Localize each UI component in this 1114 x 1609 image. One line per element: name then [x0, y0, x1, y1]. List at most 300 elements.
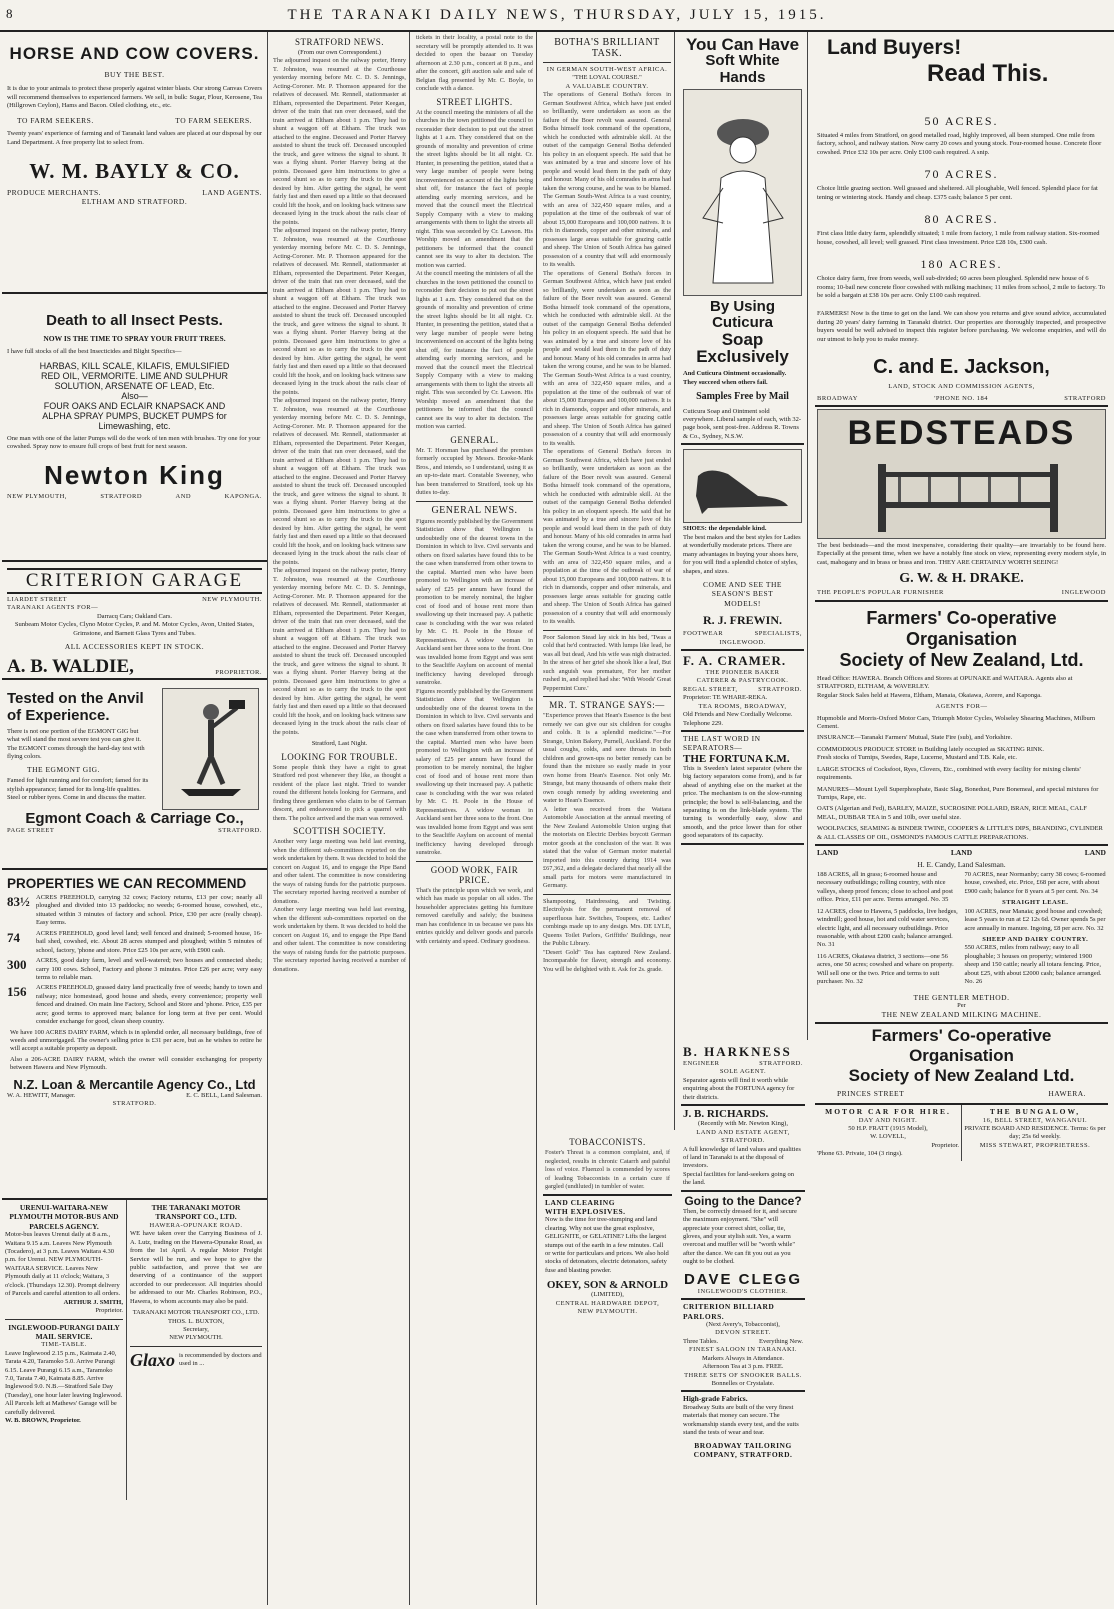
- ad-body2: Twenty years' experience of farming and of Taranaki land values are placed at our disposal by our Land Department. A free property list to select from.: [7, 130, 262, 146]
- firm-detail: STRATFORD.: [721, 1137, 765, 1145]
- listing-body: Choice dairy farm, free from weeds, well sub-divided; 60 acres been ploughed. Splendid new house of 6 rooms; 10-bail new concrete floor cowshed with milking machines; 11 miles from school, 2 mile to factory. To be sold a bargain at £38 10s per acre. Only £100 cash required.: [817, 275, 1106, 299]
- ad-text: And Cuticura Ointment occasionally.: [683, 370, 787, 378]
- ad-body: The best bedsteads—and the most inexpensive, considering their quality—are invariably to be found here. Especially at the present time, when we have a notably fine stock on view, representing every modern style, in cast, mahogany and in brass or brass and iron. THEY ARE CERTAINLY WORTH SEEING!: [817, 542, 1106, 566]
- blacksmith-anvil-illustration: [162, 688, 259, 810]
- ad-callout: COME AND SEE THE: [703, 579, 782, 589]
- ad-headline: LAND CLEARING: [545, 1197, 616, 1207]
- shoe-icon: [688, 456, 798, 516]
- column-news-general: [413, 32, 537, 1605]
- property-acres: 156: [7, 984, 27, 1000]
- listing-heading: STRAIGHT LEASE.: [1002, 899, 1069, 907]
- ad-urenui-bus: [2, 1200, 127, 1500]
- ad-cuticura: [681, 34, 804, 445]
- ad-body: It is due to your animals to protect these properly against winter blasts. Our strong Canvas Covers will recommend themselves to experienced farmers. We sell, in bulk: Sugar, Flour, Kerosene, Tea (Hillgrown Ceylon), Hams and Bacon. Oiled clothing, etc., etc.: [7, 85, 262, 110]
- article-body: tickets in their locality, a postal note to the secretary will be promptly attended to. It was decided to open the bazaar on Tuesday afternoon at 2.30 p.m., concert at 8 p.m., and after the concert, gift auction sale and sale of Belgian flag presented by Mr. C. Boyle, to conclude with a dance.: [416, 34, 533, 92]
- street: REGAL STREET,: [683, 685, 738, 693]
- milking-tagline: THE GENTLER METHOD.: [913, 992, 1010, 1002]
- ad-columns: [17, 116, 252, 125]
- listing-acres: 80 ACRES.: [924, 212, 999, 227]
- ad-body: This is Sweden's latest separator (where the big factory separators come from), and is far ahead of anything else on the market at the price. The mechanism is on the slow-running principle; the bowl is self-balancing, and the separating is on the link-blade system. The turning is wonderfully easy, slow and smooth, and the price lower than for other good separators of its capacity.: [683, 764, 802, 840]
- ad-headline: High-grade Fabrics.: [683, 1394, 748, 1404]
- ad-egmont-gig: [2, 680, 267, 870]
- ad-body: Then, be correctly dressed for it, and secure the maximum enjoyment. "She" will appreciate your correct shirt, collar, tie, gloves, and your stylish suit. Yes, a warm overcoat and muffler will be "worth while" after the dance. We can fit you out as you ought to be clothed.: [683, 1207, 797, 1266]
- firm-town: INGLEWOOD: [1061, 589, 1106, 597]
- ad-detail: W. LOVELL,: [870, 1133, 906, 1141]
- firm-town: INGLEWOOD.: [719, 638, 766, 646]
- town: KAPONGA.: [224, 492, 262, 500]
- ad-detail: 16, BELL STREET, WANGANUI.: [982, 1116, 1088, 1124]
- listing-acres: 50 ACRES.: [924, 114, 999, 128]
- firm-detail: LAND AND ESTATE AGENT,: [696, 1128, 790, 1136]
- ad-tagline: SHOES: the dependable kind.: [683, 525, 767, 533]
- article-body: At the council meeting the ministers of all the churches in the town petitioned the council to reconsider their decision to put out the street lights at 1 a.m. They considered that on the grounds of morality and prevention of crime the street lights should be lit all night. Cr. Hunter, in presenting the petition, stated that a very large number of people were being inconvenienced on account of the lights being shut off, for instance the fact of people attending early morning services, and he moved that the council meet the Electrical Supply Company with a view to making arrangements with them to light the streets all night. This was seconded by Cr. Lawson. His Worship moved an amendment that the petitioners be informed that the council cannot see its way to alter its decision. The motion was carried.: [416, 108, 533, 269]
- listing-body: First class little dairy farm, splendidly situated; 1 mile from factory, 1 mile from railway station. Six-roomed house, cowshed, all level; well grassed. First class investment. Price £28 10s, £300 cash.: [817, 230, 1100, 246]
- ad-detail: Proprietor.: [931, 1141, 959, 1149]
- article-body: "Desert Gold" Tea has captured New Zealand. Incomparable for flavor, strength and economy. You will be delighted with it. Ask for 2s. grade.: [543, 948, 671, 973]
- town: STRATFORD: [100, 492, 143, 500]
- article-heading: GOOD WORK, FAIR PRICE.: [430, 864, 519, 885]
- firm-detail: CATERER & PASTRYCOOK.: [696, 677, 789, 685]
- property-acres: 300: [7, 957, 27, 973]
- signature: TARANAKI MOTOR TRANSPORT CO., LTD.: [132, 1309, 260, 1317]
- firm-name: W. B. BROWN, Proprietor.: [5, 1417, 81, 1425]
- property-acres: 74: [7, 929, 20, 945]
- article-heading: MR. T. STRANGE SAYS:—: [549, 700, 665, 711]
- ad-land-buyers: [815, 34, 1108, 407]
- ad-motor-car-hire: [815, 1105, 962, 1161]
- listing: 550 ACRES, miles from railway; easy to all ploughable; 3 houses on property; wintered 1900 sheep and 150 cattle; nearly all totara fencing. Price, about £25, with about £2000 cash; balance arranged. No. 26: [964, 944, 1102, 986]
- town: HAWERA.: [1048, 1088, 1086, 1098]
- firm-name: Newton King: [44, 459, 225, 490]
- ad-richards: [681, 1106, 805, 1192]
- ad-cramer-baker: [681, 651, 804, 732]
- ad-body: A full knowledge of land values and qualities of land in Taranaki is at the disposal of investors.: [683, 1145, 801, 1170]
- article-heading: TOBACCONISTS.: [569, 1137, 646, 1147]
- article-body: Shampooing, Hairdressing, and Twisting. Electrolysis for the permanent removal of superfluous hair. Switches, Toupees, etc. Ladies' combings made up to any design. Mrs. DE LYLE, Queens Toilet Parlors, Griffiths' Buildings, near the Public Library.: [543, 897, 671, 948]
- article-body: Mr. T. Horsman has purchased the premises formerly occupied by Messrs. Brooke-Mank Bros., and intends, so I understand, using it as an up-to-date mart. Constable Sweeney, who has been transferred to Stratford, took up his duties to-day.: [416, 446, 533, 496]
- ad-insect-pests: [2, 294, 267, 562]
- ad-detail: DEVON STREET.: [715, 1329, 771, 1337]
- ad-body: There is not one portion of the EGMONT GIG but what will stand the most severe test you can give it. The EGMONT comes through the hard-day test with flying colors.: [7, 728, 145, 761]
- article-body: Figures recently published by the Government Statistician show that Wellington is undoubtedly one of the dearest towns in the Dominion in which to live. Civil servants and others on fixed salaries have found this to be the case when transferred from other towns to the capital. Married men who have been promoted to Wellington with an increase of salary of £25 per annum have found the promotion to be merely nominal, the higher cost of food and of house rent more than swallowing up their increased pay. A pathetic case is concluding with the war was related by Mr. C. H. Poole in the House of Representatives. A widow woman in Auckland sent her three sons to the front. One was invalided home from Egypt and was sent to the Seacliffe Asylum on account of mental inefficiency having developed through sunstroke.: [416, 517, 533, 686]
- product-line: HARBAS, KILL SCALE, KILAFIS, EMULSIFIED: [39, 360, 230, 371]
- article-body: Poor Salomon Stead lay sick in his bed, 'Twas a cold that he'd contracted. With lumps like lead, he was all but dead, And his wife was nigh distracted. In the stress of her grief she shook like a leaf, But such anguish was premature, For her mother rushed in, and replied had she: 'With Woods' Great Peppermint Cure.': [543, 633, 671, 692]
- ad-detail: 'Phone 63. Private, 104 (3 rings).: [817, 1150, 903, 1158]
- ad-product-list: [7, 361, 262, 431]
- ad-detail: Hupmobile and Morris-Oxford Motor Cars, Triumph Motor Cycles, Wolseley Shearing Machines, Milburn Cement.: [817, 714, 1096, 730]
- ad-body: The best makes and the best styles for Ladies at wonderfully moderate prices. There are many advantages in buying your shoes here, for you will find a splendid choice of styles, shapes, and sizes.: [683, 533, 801, 575]
- ad-body: WE have taken over the Carrying Business of J. A. Lutz, trading on the Hawera-Opunake Road, as from the 1st April. A regular Motor Freight Service will be run, and we hope to give the public satisfaction, and prove that we are deserving of a continuance of the support accorded to our predecessor. All inquiries should be addressed to our Mr. Charles Robinson, P.O., Hawera, to whom accounts may also be paid.: [130, 1230, 262, 1305]
- ad-detail: Fresh stocks of Turnips, Swedes, Rape, Lucerne, Mustard and T.B. Kale, etc.: [817, 754, 1017, 762]
- agents-line: Darracq Cars; Oakland Cars.: [96, 612, 173, 620]
- ad-glaxo: [130, 1350, 262, 1371]
- listing: 12 ACRES, close to Hawera, 5 paddocks, live hedges, windmill; good house, hot and cold water services, electric light, and all necessary outbuildings. Price reasonable, with about £200 cash; balance arranged. No. 31: [817, 907, 958, 949]
- ad-headline: SEPARATORS—: [683, 743, 743, 753]
- signature: THOS. L. BUXTON,: [167, 1317, 225, 1325]
- proprietor-label: Proprietor.: [95, 1307, 123, 1315]
- ad-text: They succeed when others fail.: [683, 378, 768, 386]
- article-subheading: (From our own Correspondent.): [297, 49, 382, 56]
- town: STRATFORD.: [758, 685, 802, 693]
- ad-body: Broadway Suits are built of the very finest materials that money can secure. The workmanship stands every test, and the suits stand the tests of wear and tear.: [683, 1403, 799, 1437]
- property-listing: [7, 930, 262, 955]
- ad-detail: Regular Stock Sales held at Hawera, Eltham, Manaia, Okaiawa, Aorere, and Kaponga.: [817, 691, 1042, 699]
- firm-detail: SPECIALISTS,: [754, 630, 802, 638]
- ad-farmers-cooperative: [815, 602, 1108, 846]
- article-subheading: IN GERMAN SOUTH-WEST AFRICA.: [546, 66, 668, 73]
- column-advertisements-right: [811, 32, 1112, 1605]
- ad-tobacconists: [543, 1132, 672, 1196]
- ad-body2: Famed for light running and for comfort; famed for its stylish appearance; famed for its long-life qualities. Steel or rubber tyres. Come in and discuss the matter.: [7, 777, 149, 801]
- listing-column-right: [965, 871, 1107, 987]
- column-news-lower-ads: [540, 1130, 675, 1605]
- column-news-stratford: [270, 32, 410, 1605]
- street: LIARDET STREET: [7, 596, 68, 603]
- firm-detail: TEA ROOMS, BROADWAY,: [698, 702, 787, 710]
- anvil-icon: [171, 694, 251, 804]
- firm-name: Egmont Coach & Carriage Co.,: [25, 810, 244, 828]
- town: NEW PLYMOUTH,: [7, 492, 67, 500]
- firm-detail: Proprietor: TE WHARE-REKA.: [683, 694, 768, 702]
- ad-detail: COMMODIOUS PRODUCE STORE in Building lately occupied as SKATING RINK.: [817, 745, 1045, 753]
- product-line: RED OIL, VERMORITE. LIME AND SULPHUR: [40, 370, 229, 381]
- accessories: ALL ACCESSORIES KEPT IN STOCK.: [64, 642, 205, 652]
- product-line: Also—: [121, 390, 148, 401]
- firm-name: F. A. CRAMER.: [683, 652, 787, 668]
- firm-detail: ENGINEER: [683, 1060, 720, 1067]
- firm-detail: NEW PLYMOUTH.: [577, 1308, 638, 1316]
- product-line: ALPHA SPRAY PUMPS, BUCKET PUMPS for: [42, 410, 227, 421]
- ad-detail: FINEST SALOON IN TARANAKI.: [689, 1346, 797, 1354]
- bottom-ads-right: [815, 1105, 1108, 1161]
- property-listing: [7, 984, 262, 1026]
- article-heading: BOTHA'S BRILLIANT TASK.: [554, 37, 660, 59]
- firm-detail: PRODUCE MERCHANTS.: [7, 187, 102, 197]
- ad-headline: LAND: [817, 848, 839, 858]
- ad-harkness: [681, 1042, 805, 1106]
- firm-detail: Old Friends and New Cordially Welcome.: [683, 711, 793, 719]
- listing-column-left: [817, 871, 959, 987]
- article-body: The operations of General Botha's forces in German Southwest Africa, which have just ended so brilliantly, were undertaken as soon as the failure of the Boer revolt was assured. General Botha himself took command of the operations, which he conducted with admirable skill. At the outset of the campaign General Botha defended his policy in an eloquent speech. He said that he was animated by a true and sincere love of his people and would lead them in the path of duty and honour. Many of his old comrades in arms had taken the wrong course, and he was to be blamed. The German South-West Africa is a vast country, with an area of 322,450 square miles, and a population at the time of the outbreak of war of about 15,000 Europeans and 100,000 natives. It is rich in diamonds, copper and other minerals, and possesses large areas suitable for grazing cattle and sheep. The Union of South Africa has gained possession of a country that will add enormously to its wealth.: [543, 269, 672, 447]
- ad-headline: LAND: [1084, 848, 1106, 858]
- listing-body: Choice little grazing section. Well grassed and sheltered. All ploughable, Well fenced. Splendid place for fat tening or wintering stock. Handy and cheap. £375 cash; balance 5 per cent.: [817, 185, 1098, 201]
- ad-title: Tested on the Anvil: [7, 690, 144, 707]
- firm-name: N.Z. Loan & Mercantile Agency Co., Ltd: [13, 1076, 256, 1092]
- ad-headline: Soap Exclusively: [696, 329, 789, 367]
- farmers-note: FARMERS! Now is the time to get on the land. We can show you returns and give sound advice, accumulated during 20 years' dairy farming in Taranaki district. Our properties are thoroughly inspected, and prospective buyers would be well advised to inspect this register before purchasing. We welcome enquiries, and will do our utmost to help you to make money.: [817, 310, 1106, 343]
- firm-name: OKEY, SON & ARNOLD: [546, 1279, 669, 1292]
- town: NEW PLYMOUTH.: [202, 596, 262, 603]
- ad-dance-clegg: [681, 1192, 805, 1301]
- ad-line: NOW IS THE TIME TO SPRAY YOUR FRUIT TREES.: [43, 334, 226, 343]
- property-acres: 83½: [7, 894, 30, 909]
- ad-detail: WOOLPACKS, SEAMING & BINDER TWINE, COOPER'S & LITTLE'S DIPS, BRANDING, CYLINDER & ALL CLASSES OF OIL, OSMOND'S FAMOUS CATTLE PREPARATIONS.: [817, 825, 1103, 841]
- woman-illustration: [683, 89, 802, 296]
- listing: 188 ACRES, all in grass; 6-roomed house and necessary outbuildings; rolling country, with nice valleys, sheep proof fences; close to school and post office. Price, £11 per acre. Terms arranged. No. 35: [817, 870, 953, 904]
- bed-icon: [868, 454, 1068, 534]
- firm-detail: (Recently with Mr. Newton King),: [698, 1120, 788, 1128]
- ad-criterion-garage: [2, 562, 267, 680]
- address: [7, 596, 262, 604]
- ad-candy-land: [815, 846, 1108, 1024]
- ad-body: Separator agents will find it worth while enquiring about the FORTUNA agency for their districts.: [683, 1076, 795, 1101]
- firm-detail: STRATFORD.: [759, 1060, 803, 1067]
- ad-detail: Bonnelles or Crystalate.: [711, 1380, 775, 1387]
- article-body: Another very large meeting was held last evening, when the different sub-committees reported on the work undertaken by them. It was decided to hold the concert on August 16, and to engage the Pipe Band and other talent. The committee is now considering the ways of raising funds for the patriotic purposes. The secretary reported having received a number of donations.: [273, 838, 406, 905]
- ad-detail: Markers Always in Attendance.: [702, 1354, 784, 1362]
- firm-name: W. M. BAYLY & CO.: [29, 158, 240, 183]
- firm-town: STRATFORD.: [112, 1100, 157, 1108]
- ad-detail: (Next Avery's, Tobacconist),: [706, 1320, 780, 1328]
- article-body: A letter was received from the Waitara Automobile Association at the annual meeting of the New Zealand Automobile Union urging that the motorists on Electric Derbies boycott German motor goods at the conclusion of the war. It was stated that the value of German motor material imported into this country during 1914 was £67,362, and a delegate declared that nearly all the small parts for motors were manufactured in Germany.: [543, 805, 671, 890]
- product-name: THE EGMONT GIG.: [27, 764, 100, 774]
- article-body: The adjourned inquest on the railway porter, Henry T. Johnston, was resumed at the Courthouse yesterday morning before Mr. C. D. S. Jennings, Acting-Coroner. Mr. P. Thomson appeared for the relatives of deceased. Mr. Rennell, stationmaster at Eltham, represented the Department. Peter Keegan, driver of the train that ran over deceased, said the train arrived at Eltham about 1 p.m. They had to shunt a waggon off at Eltham. The truck was attached to the engine. Deceased and Porter Harvey assisted to shunt the truck off. Deceased uncoupled the truck, and gave witness the signal to shunt. It was a flying shunt. Porter Harvey being at the points. Deceased gave him instructions to give a second shunt so as to carry the truck to the spot desired by him. After getting the signal, he went fairly fast and then eased up a little so that deceased could lift the hook, and on looking back witness saw deceased lying in the truck about the rails clear of the points.: [273, 567, 406, 736]
- firm-detail: SOLE AGENT.: [719, 1068, 767, 1076]
- column-advertisements-left: [2, 32, 268, 1605]
- milking-tagline: THE NEW ZEALAND MILKING MACHINE.: [881, 1010, 1042, 1020]
- ad-headline: Society of New Zealand Ltd.: [848, 1065, 1075, 1085]
- page-number: 8: [6, 6, 16, 21]
- article-body: The adjourned inquest on the railway porter, Henry T. Johnston, was resumed at the Courthouse yesterday morning before Mr. C. D. S. Jennings, Acting-Coroner. Mr. P. Thomson appeared for the relatives of deceased. Mr. Rennell, stationmaster at Eltham, represented the Department. Peter Keegan, driver of the train that ran over deceased, said the train arrived at Eltham about 1 p.m. They had to shunt a waggon off at Eltham. The truck was attached to the engine. Deceased and Porter Harvey assisted to shunt the truck off. Deceased uncoupled the truck, and gave witness the signal to shunt. It was a flying shunt. Porter Harvey being at the points. Deceased gave him instructions to give a second shunt so as to carry the truck to the spot desired by him. After getting the signal, he went fairly fast and then eased up a little so that deceased could lift the hook, and on looking back witness saw deceased lying in the truck about the rails clear of the points.: [273, 397, 406, 566]
- ad-bungalow: [962, 1105, 1108, 1161]
- column-advertisements-middle-lower: [678, 1040, 808, 1605]
- property-listing: [7, 1056, 262, 1073]
- ad-title-line2: of Experience.: [7, 707, 110, 724]
- firm-contact: [817, 395, 1106, 403]
- firm-detail: (LIMITED),: [591, 1291, 624, 1299]
- glaxo-logo: Glaxo: [130, 1349, 175, 1370]
- manager: W. A. HEWITT, Manager.: [7, 1091, 76, 1099]
- product-line: FOUR OAKS AND ECLAIR KNAPSACK AND: [43, 400, 226, 411]
- ad-headline: Going to the Dance?: [684, 1193, 802, 1208]
- firm-detail: [683, 630, 802, 638]
- article-heading: SCOTTISH SOCIETY.: [293, 826, 386, 837]
- firm-staff: [7, 1092, 262, 1100]
- firm-name: J. B. RICHARDS.: [683, 1108, 769, 1121]
- town: STRATFORD.: [218, 827, 262, 835]
- signature: NEW PLYMOUTH.: [169, 1334, 223, 1342]
- firm-detail: LAND AGENTS.: [202, 187, 262, 197]
- article-heading: LOOKING FOR TROUBLE.: [281, 751, 398, 762]
- article-body: "Experience proves that Hean's Essence is the best remedy we can give our six children for coughs and colds. It is a splendid medicine."—For Strange, Union Bakery, Purnell, Auckland. For the usual coughs, colds, and sore throats in both children and grown-ups no better remedy can be found than the mixture so easily made in your own home from Hean's Essence. Not only Mr. Strange, but many thousands of others make their own cough remedy by adding sweetening and water to Hean's Essence.: [543, 712, 671, 805]
- firm-detail: [683, 1060, 803, 1068]
- listing-acres: 180 ACRES.: [920, 257, 1003, 272]
- article-body: That's the principle upon which we work, and which has made us popular on all sides. The householder appreciates getting his furniture removed carefully and safely; the business man has confidence in us because we pass his entries quickly and deliver goods and parcels with certainty and speed. Ordinary goodness.: [416, 886, 533, 945]
- ad-title: URENUI-WAITARA-NEW PLYMOUTH MOTOR-BUS AND PARCELS AGENCY.: [9, 1203, 119, 1231]
- ad-headline: CRITERION BILLIARD PARLORS.: [683, 1302, 775, 1321]
- property-listing: [7, 894, 262, 928]
- firm-name: COMPANY, STRATFORD.: [693, 1449, 793, 1459]
- listing-acres: 70 ACRES.: [924, 167, 999, 182]
- firm-name: C. and E. Jackson,: [873, 356, 1050, 379]
- salesman: H. E. Candy, Land Salesman.: [917, 859, 1006, 869]
- ad-headline-row: [817, 848, 1106, 857]
- property-listing: [7, 957, 262, 982]
- ad-text: Cuticura Soap and Ointment sold everywhere. Liberal sample of each, with 32-page book, sent post-free. Address R. Towns & Co., Sydney, N.S.W.: [683, 407, 802, 440]
- firm-name: R. J. FREWIN.: [702, 613, 782, 628]
- ad-headline: LAND: [950, 848, 973, 858]
- ad-headline: Read This.: [927, 60, 1049, 87]
- ad-title: CRITERION GARAGE: [7, 568, 262, 594]
- ad-frewin-shoes: [681, 445, 804, 651]
- ad-headline: BEDSTEADS: [847, 414, 1076, 452]
- listing: 100 ACRES, near Manaia; good house and cowshed; lease 5 years to run at £2 12s 6d. Owner spends 5s per acre annually in manure. Ingoing, £8 per acre. No. 32: [964, 907, 1106, 932]
- firm-name: B. HARKNESS: [683, 1044, 792, 1059]
- article-body: The adjourned inquest on the railway porter, Henry T. Johnston, was resumed at the Courthouse yesterday morning before Mr. C. D. S. Jennings, Acting-Coroner. Mr. P. Thomson appeared for the relatives of deceased. Mr. Rennell, stationmaster at Eltham, represented the Department. Peter Keegan, driver of the train that ran over deceased, said the train arrived at Eltham about 1 p.m. They had to shunt a waggon off at Eltham. The truck was attached to the engine. Deceased and Porter Harvey assisted to shunt the truck off. Deceased uncoupled the truck, and gave witness the signal to shunt. It was a flying shunt. Porter Harvey being at the points. Deceased gave him instructions to give a second shunt so as to carry the truck to the spot desired by him. After getting the signal, he went fairly fast and then eased up a little so that deceased could lift the hook, and on looking back witness saw deceased lying in the truck about the rails clear of the points.: [273, 57, 406, 226]
- woman-figure-icon: [693, 98, 793, 288]
- timetable: Leave Inglewood 2.15 p.m., Kaimata 2.40, Tarata 4.20, Taramoko 5.0. Arrive Purangi 6.15. Leave Purangi 6.15 a.m., Taramoko 7.0, Tarata 7.40, Kaimata 8.85. Arrive Inglewood 9.0. N.B.—Stratford Sale Day (Tuesday), one hour later leaving Inglewood. All Parcels left at Mathews' Garage will be carefully delivered.: [5, 1349, 123, 1416]
- ad-note: One man with one of the latter Pumps will do the work of ten men with brushes. Try one for your cowshed. Spray now to ensure full crops of best fruit for next season.: [7, 434, 261, 451]
- property-description: ACRES FREEHOLD, carrying 32 cows; Factory returns, £13 per cow; nearly all ploughed and divided into 13 paddocks; no weeds; 6-roomed house, cowshed, etc., situated within 3 minutes of factory and school. Price, £30 per acre (really cheap). Easy terms.: [36, 894, 262, 927]
- firm-location: ELTHAM AND STRATFORD.: [81, 197, 188, 207]
- milking-tagline: Per: [957, 1002, 966, 1009]
- newspaper-title: THE TARANAKI DAILY NEWS, THURSDAY, JULY 15, 1915.: [287, 6, 827, 23]
- ad-headline: Soft White Hands: [705, 52, 780, 86]
- street: BROADWAY: [817, 394, 858, 402]
- firm-detail: INGLEWOOD'S CLOTHIER.: [697, 1287, 789, 1295]
- listing: 70 ACRES, near Normanby; carry 38 cows; 6-roomed house, cowshed, etc. Price, £68 per acre, with about £900 cash; balance for 8 years at 5 per cent. No. 34: [964, 870, 1106, 895]
- property-description: ACRES FREEHOLD, grassed dairy land practically free of weeds; handy to town and railway; nice homestead, good house and sheds, every convenience; property well fenced and drained. On main line Factory, School and Store and 'phone. Price, £35 per acre; good terms to approved man; balance for long term at five per cent. Would consider exchange for good, clean sheep country.: [36, 984, 262, 1026]
- phone: 'PHONE NO. 184: [934, 394, 989, 402]
- ad-detail: [683, 1338, 803, 1346]
- article-body: Another very large meeting was held last evening, when the different sub-committees reported on the work undertaken by them. It was decided to hold the concert on August 16, and to engage the Pipe Band and other talent. The committee is now considering the ways of raising funds for the patriotic purposes. The secretary reported having received a number of donations.: [273, 906, 406, 973]
- article-subheading: A VALUABLE COUNTRY.: [565, 82, 649, 90]
- ad-offer: Samples Free by Mail: [696, 391, 789, 403]
- property-list: [7, 894, 262, 1073]
- ad-farmers-cooperative-2: [815, 1024, 1108, 1105]
- ad-body: Special facilities for land-seekers going on the land.: [683, 1170, 795, 1187]
- agents-line: Sunbeam Motor Cycles, Clyno Motor Cycles, P. and M. Motor Cycles, Avon, United States, Grimstone, and Barnett Glass Tyres and Tubes.: [14, 621, 255, 637]
- firm-address: [7, 827, 262, 835]
- firm-detail: [817, 589, 1106, 597]
- ad-title: PROPERTIES WE CAN RECOMMEND: [7, 876, 247, 891]
- article-body: The operations of General Botha's forces in German Southwest Africa, which have just ended so brilliantly, were undertaken as soon as the failure of the Boer revolt was assured. General Botha himself took command of the operations, which he conducted with admirable skill. At the outset of the campaign General Botha defended his policy in an eloquent speech. He said that he was animated by a true and sincere love of his people and would lead them in the path of duty and honour. Many of his old comrades in arms had taken the wrong course, and he was to be blamed. The German South-West Africa is a vast country, with an area of 322,450 square miles, and a population at the time of the outbreak of war of about 15,000 Europeans and 100,000 natives. It is rich in diamonds, copper and other minerals, and possesses large areas suitable for grazing cattle and sheep. The Union of South Africa has gained possession of a country that will add enormously to its wealth.: [543, 448, 672, 626]
- ad-taranaki-motor-transport: [127, 1200, 265, 1500]
- glaxo-text: is recommended by doctors and used in ...: [179, 1351, 262, 1368]
- listing-heading: SHEEP AND DAIRY COUNTRY.: [982, 936, 1089, 943]
- timetable-label: TIME-TABLE.: [41, 1341, 87, 1349]
- ad-land-clearing: [543, 1196, 672, 1319]
- ad-detail: 50 H.P. FRATT (1915 Model),: [848, 1125, 928, 1132]
- listing: 116 ACRES, Okaiawa district, 3 sections—one 56 acres, one 50 acres; cowshed and whare on property. Will sell one or the two. Price and terms to suit purchaser. No. 32: [817, 952, 954, 986]
- article-body: The adjourned inquest on the railway porter, Henry T. Johnston, was resumed at the Courthouse yesterday morning before Mr. C. D. S. Jennings, Acting-Coroner. Mr. P. Thomson appeared for the relatives of deceased. Mr. Rennell, stationmaster at Eltham, represented the Department. Peter Keegan, driver of the train that ran over deceased, said the train arrived at Eltham about 1 p.m. They had to shunt a waggon off at Eltham. The truck was attached to the engine. Deceased and Porter Harvey assisted to shunt the truck off. Deceased uncoupled the truck, and gave witness the signal to shunt. It was a flying shunt. Porter Harvey being at the points. Deceased gave him instructions to give a second shunt so as to carry the truck to the spot desired by him. After getting the signal, he went fairly fast and then eased up a little so that deceased could lift the hook, and on looking back witness saw deceased lying in the truck about the rails clear of the points.: [273, 227, 406, 396]
- shoe-illustration: [683, 449, 802, 523]
- ad-properties-recommend: [2, 870, 267, 1200]
- article-heading: GENERAL NEWS.: [431, 504, 518, 516]
- ad-broadway-tailoring: [681, 1392, 805, 1461]
- ad-detail: MANURES—Mount Lyell Superphosphate, Basic Slag, Bonedust, Pure Bonemeal, and special mixtures for Turnips, Rape, etc.: [817, 785, 1099, 801]
- ad-right-heading: TO FARM SEEKERS.: [175, 115, 252, 125]
- ad-detail: DAY AND NIGHT.: [858, 1116, 918, 1124]
- town: STRATFORD: [1064, 394, 1106, 402]
- ad-headline: By Using Cuticura: [709, 298, 775, 331]
- ad-detail: Three Tables.: [683, 1337, 719, 1345]
- ad-title: THE TARANAKI MOTOR TRANSPORT CO., LTD.: [151, 1203, 241, 1222]
- bedstead-illustration: [817, 409, 1106, 539]
- firm-detail: CENTRAL HARDWARE DEPOT,: [555, 1299, 660, 1307]
- property-description: ACRES, good dairy farm, level and well-watered; two houses and connected sheds; carry 100 cows. School, Factory and phone 3 minutes. Price £26 per acre; very easy terms to reliable man.: [36, 957, 262, 981]
- property-description: ACRES FREEHOLD, good level land; well fenced and drained; 5-roomed house, 16-bail shed, cowshed, etc. About 28 acres stumped and ploughed; within 5 minutes of school, factory, 'phone and store. Price £25 10s per acre, with £900 cash.: [36, 929, 262, 954]
- firm-detail: THE PEOPLE'S POPULAR FURNISHER: [817, 589, 944, 597]
- firm-name: A. B. WALDIE,: [7, 655, 134, 677]
- listing-body: Situated 4 miles from Stratford, on good metalled road, highly improved, all been stumped. One mile from factory, school, and railway station. Now carry 20 cows and young stock. Four-roomed house. Concrete floor cowshed. Price £32 10s per acre. Only £100 cash required. A snip.: [817, 132, 1102, 156]
- firm-name: BROADWAY TAILORING: [694, 1440, 792, 1450]
- product-name: THE FORTUNA K.M.: [683, 752, 790, 765]
- ad-headline: THE LAST WORD IN: [683, 734, 761, 743]
- ad-body: Motor-bus leaves Urenui daily at 8 a.m., Waitara 9.15 a.m. Leaves New Plymouth (Tocadero), at 3 p.m. Leaves Waitara 4.30 p.m. for Urenui. NEW PLYMOUTH-WAITARA SERVICE. Leaves New Plymouth daily at 11 o'clock; Waitara, 3 o'clock. (Thursdays 12.30). Prompt delivery of Parcels and careful attention to all orders.: [5, 1231, 121, 1298]
- signature: Secretary,: [183, 1326, 209, 1333]
- ad-subtitle: BUY THE BEST.: [104, 70, 165, 79]
- ad-line: I have full stocks of all the best Insecticides and Blight Specifics—: [7, 348, 182, 356]
- firm-detail: THE PIONEER BAKER: [705, 668, 780, 676]
- proprietor-line: [7, 656, 262, 678]
- ad-callout: SEASON'S BEST: [711, 589, 774, 599]
- article-heading: STREET LIGHTS.: [436, 96, 513, 107]
- article-body: Figures recently published by the Government Statistician show that Wellington is undoubtedly one of the dearest towns in the Dominion in which to live. Civil servants and others on fixed salaries have found this to be the case when transferred from other towns to the capital. Married men who have been promoted to Wellington with an increase of salary of £25 per annum have found the promotion to be merely nominal, the higher cost of food and of house rent more than swallowing up their increased pay. A pathetic case is concluding with the war was related by Mr. C. H. Poole in the House of Representatives. A widow woman in Auckland sent her three sons to the front. One was invalided home from Egypt and was sent to the Seacliffe Asylum on account of mental inefficiency having developed through sunstroke.: [416, 687, 533, 856]
- article-body: Foster's Threat is a common complaint, and, if neglected, results in chronic Catarrh and painful loss of voice. Fluenzol is commended by scores of leading Tobacconists in a certain cure if gargled (undiluted) in tumbler of water.: [545, 1149, 670, 1190]
- street: PRINCES STREET: [837, 1088, 905, 1098]
- article-body: At the council meeting the ministers of all the churches in the town petitioned the council to reconsider their decision to put out the street lights at 1 a.m. They considered that on the grounds of morality and prevention of crime the street lights should be lit all night. Cr. Hunter, in presenting the petition, stated that a very large number of people were being inconvenienced on account of the lights being shut off, for instance the fact of people attending early morning services, and he moved that the council meet the Electrical Supply Company with a view to making arrangements with them to light the streets all night. This was seconded by Cr. Lawson. His Worship moved an amendment that the petitioners be informed that the council cannot see its way to alter its decision. The motion was carried.: [416, 270, 533, 430]
- ad-detail: AGENTS FOR—: [935, 703, 988, 711]
- firm-details: [7, 188, 262, 197]
- ad-headline: You Can Have: [685, 35, 800, 54]
- firm-name: ARTHUR J. SMITH,: [63, 1298, 123, 1306]
- ad-detail: INSURANCE—Taranaki Farmers' Mutual, State Fire (sub), and Yorkshire.: [817, 734, 1013, 742]
- ad-detail: PRIVATE BOARD AND RESIDENCE. Terms: 6s per day; 25s 6d weekly.: [964, 1125, 1106, 1141]
- ad-headline: MOTOR CAR FOR HIRE.: [825, 1107, 951, 1117]
- firm-name: G. W. & H. DRAKE.: [899, 571, 1024, 587]
- ad-title: Death to all Insect Pests.: [46, 312, 223, 329]
- firm-name: DAVE CLEGG: [683, 1270, 803, 1288]
- property-listing: [7, 1029, 262, 1054]
- ad-detail: MISS STEWART, PROPRIETRESS.: [979, 1141, 1091, 1149]
- agents-heading: TARANAKI AGENTS FOR—: [7, 604, 99, 612]
- article-body: The operations of General Botha's forces in German Southwest Africa, which have just ended so brilliantly, were undertaken as soon as the failure of the Boer revolt was assured. General Botha himself took command of the operations, which he conducted with admirable skill. At the outset of the campaign General Botha defended his policy in an eloquent speech. He said that he was animated by a true and sincere love of his people and would lead them in the path of duty and honour. Many of his old comrades in arms had taken the wrong course, and he was to be blamed. The German South-West Africa is a vast country, with an area of 322,450 square miles, and a population at the time of the outbreak of war of about 15,000 Europeans and 100,000 natives. It is rich in diamonds, copper and other minerals, and possesses large areas suitable for grazing cattle and sheep. The Union of South Africa has gained possession of a country that will add enormously to its wealth.: [543, 91, 672, 269]
- article-dateline: Stratford, Last Night.: [311, 740, 368, 748]
- ad-detail: Afternoon Tea at 3 p.m. FREE.: [702, 1363, 784, 1371]
- ad-body: Now is the time for tree-stumping and land clearing. Why not use the great explosive, GELIGNITE, or GELATINE? Lifts the largest stumps out of the earth in a few minutes. Call or write for particulars and prices. We also hold stocks of detonators, electric detonators, safety fuse and blasting powder.: [545, 1216, 669, 1274]
- ad-bedsteads-drake: [815, 407, 1108, 602]
- firm-address: [683, 686, 802, 694]
- ad-left-heading: TO FARM SEEKERS.: [17, 115, 94, 125]
- proprietor-label: PROPRIETOR.: [215, 669, 262, 677]
- ad-subtitle: HAWERA-OPUNAKE ROAD.: [149, 1221, 243, 1229]
- product-line: Limewashing, etc.: [98, 420, 171, 431]
- ad-fortuna-separator: [681, 732, 804, 845]
- ad-headline: Land Buyers!: [827, 36, 962, 59]
- ad-detail: Everything New.: [759, 1337, 803, 1345]
- article-body: Some people think they have a right to great Stratford red post whenever they like, as thought a resident of the place last night. Tried to wander round the different hotels looking for Germans, and finding three gentlemen who claim to be of German descent, and endeavoured to pick a quarrel with them. The police arrived and the man was removed.: [273, 763, 406, 822]
- firm-phone: Telephone 229.: [683, 719, 723, 727]
- ad-headline: THE BUNGALOW,: [989, 1107, 1081, 1117]
- ad-headline: WITH EXPLOSIVES.: [545, 1206, 626, 1216]
- street: PAGE STREET: [7, 827, 55, 835]
- ad-billiard-parlors: [681, 1300, 805, 1392]
- ad-horse-cow-covers: [2, 32, 267, 294]
- ad-headline: Farmers' Co-operative Organisation: [871, 1025, 1052, 1065]
- ad-title: INGLEWOOD-PURANGI DAILY MAIL SERVICE.: [8, 1322, 120, 1341]
- ad-detail: OATS (Algerian and Fed), BARLEY, MAIZE, SUCROSINE POLLARD, BRAN, RICE MEAL, CALF MEAL, DUBBAR TEA in 5 and 10lb, over useful size.: [817, 805, 1087, 821]
- salesman: E. C. BELL, Land Salesman.: [186, 1091, 262, 1099]
- ad-detail: Head Office: HAWERA. Branch Offices and Stores at OPUNAKE and WAITARA. Agents also at STRATFORD, ELTHAM, & WAVERLEY.: [817, 674, 1073, 691]
- firm-detail: LAND, STOCK AND COMMISSION AGENTS,: [888, 383, 1035, 391]
- firm-towns: [7, 493, 262, 501]
- property-description: Also a 206-ACRE DAIRY FARM, which the owner will consider exchanging for property between Hawera and New Plymouth.: [10, 1055, 262, 1072]
- ad-detail: THREE SETS OF SNOOKER BALLS.: [684, 1371, 802, 1379]
- listing-columns: [817, 871, 1106, 987]
- bottom-ads: [2, 1200, 267, 1500]
- ad-headline: Society of New Zealand, Ltd.: [839, 649, 1084, 670]
